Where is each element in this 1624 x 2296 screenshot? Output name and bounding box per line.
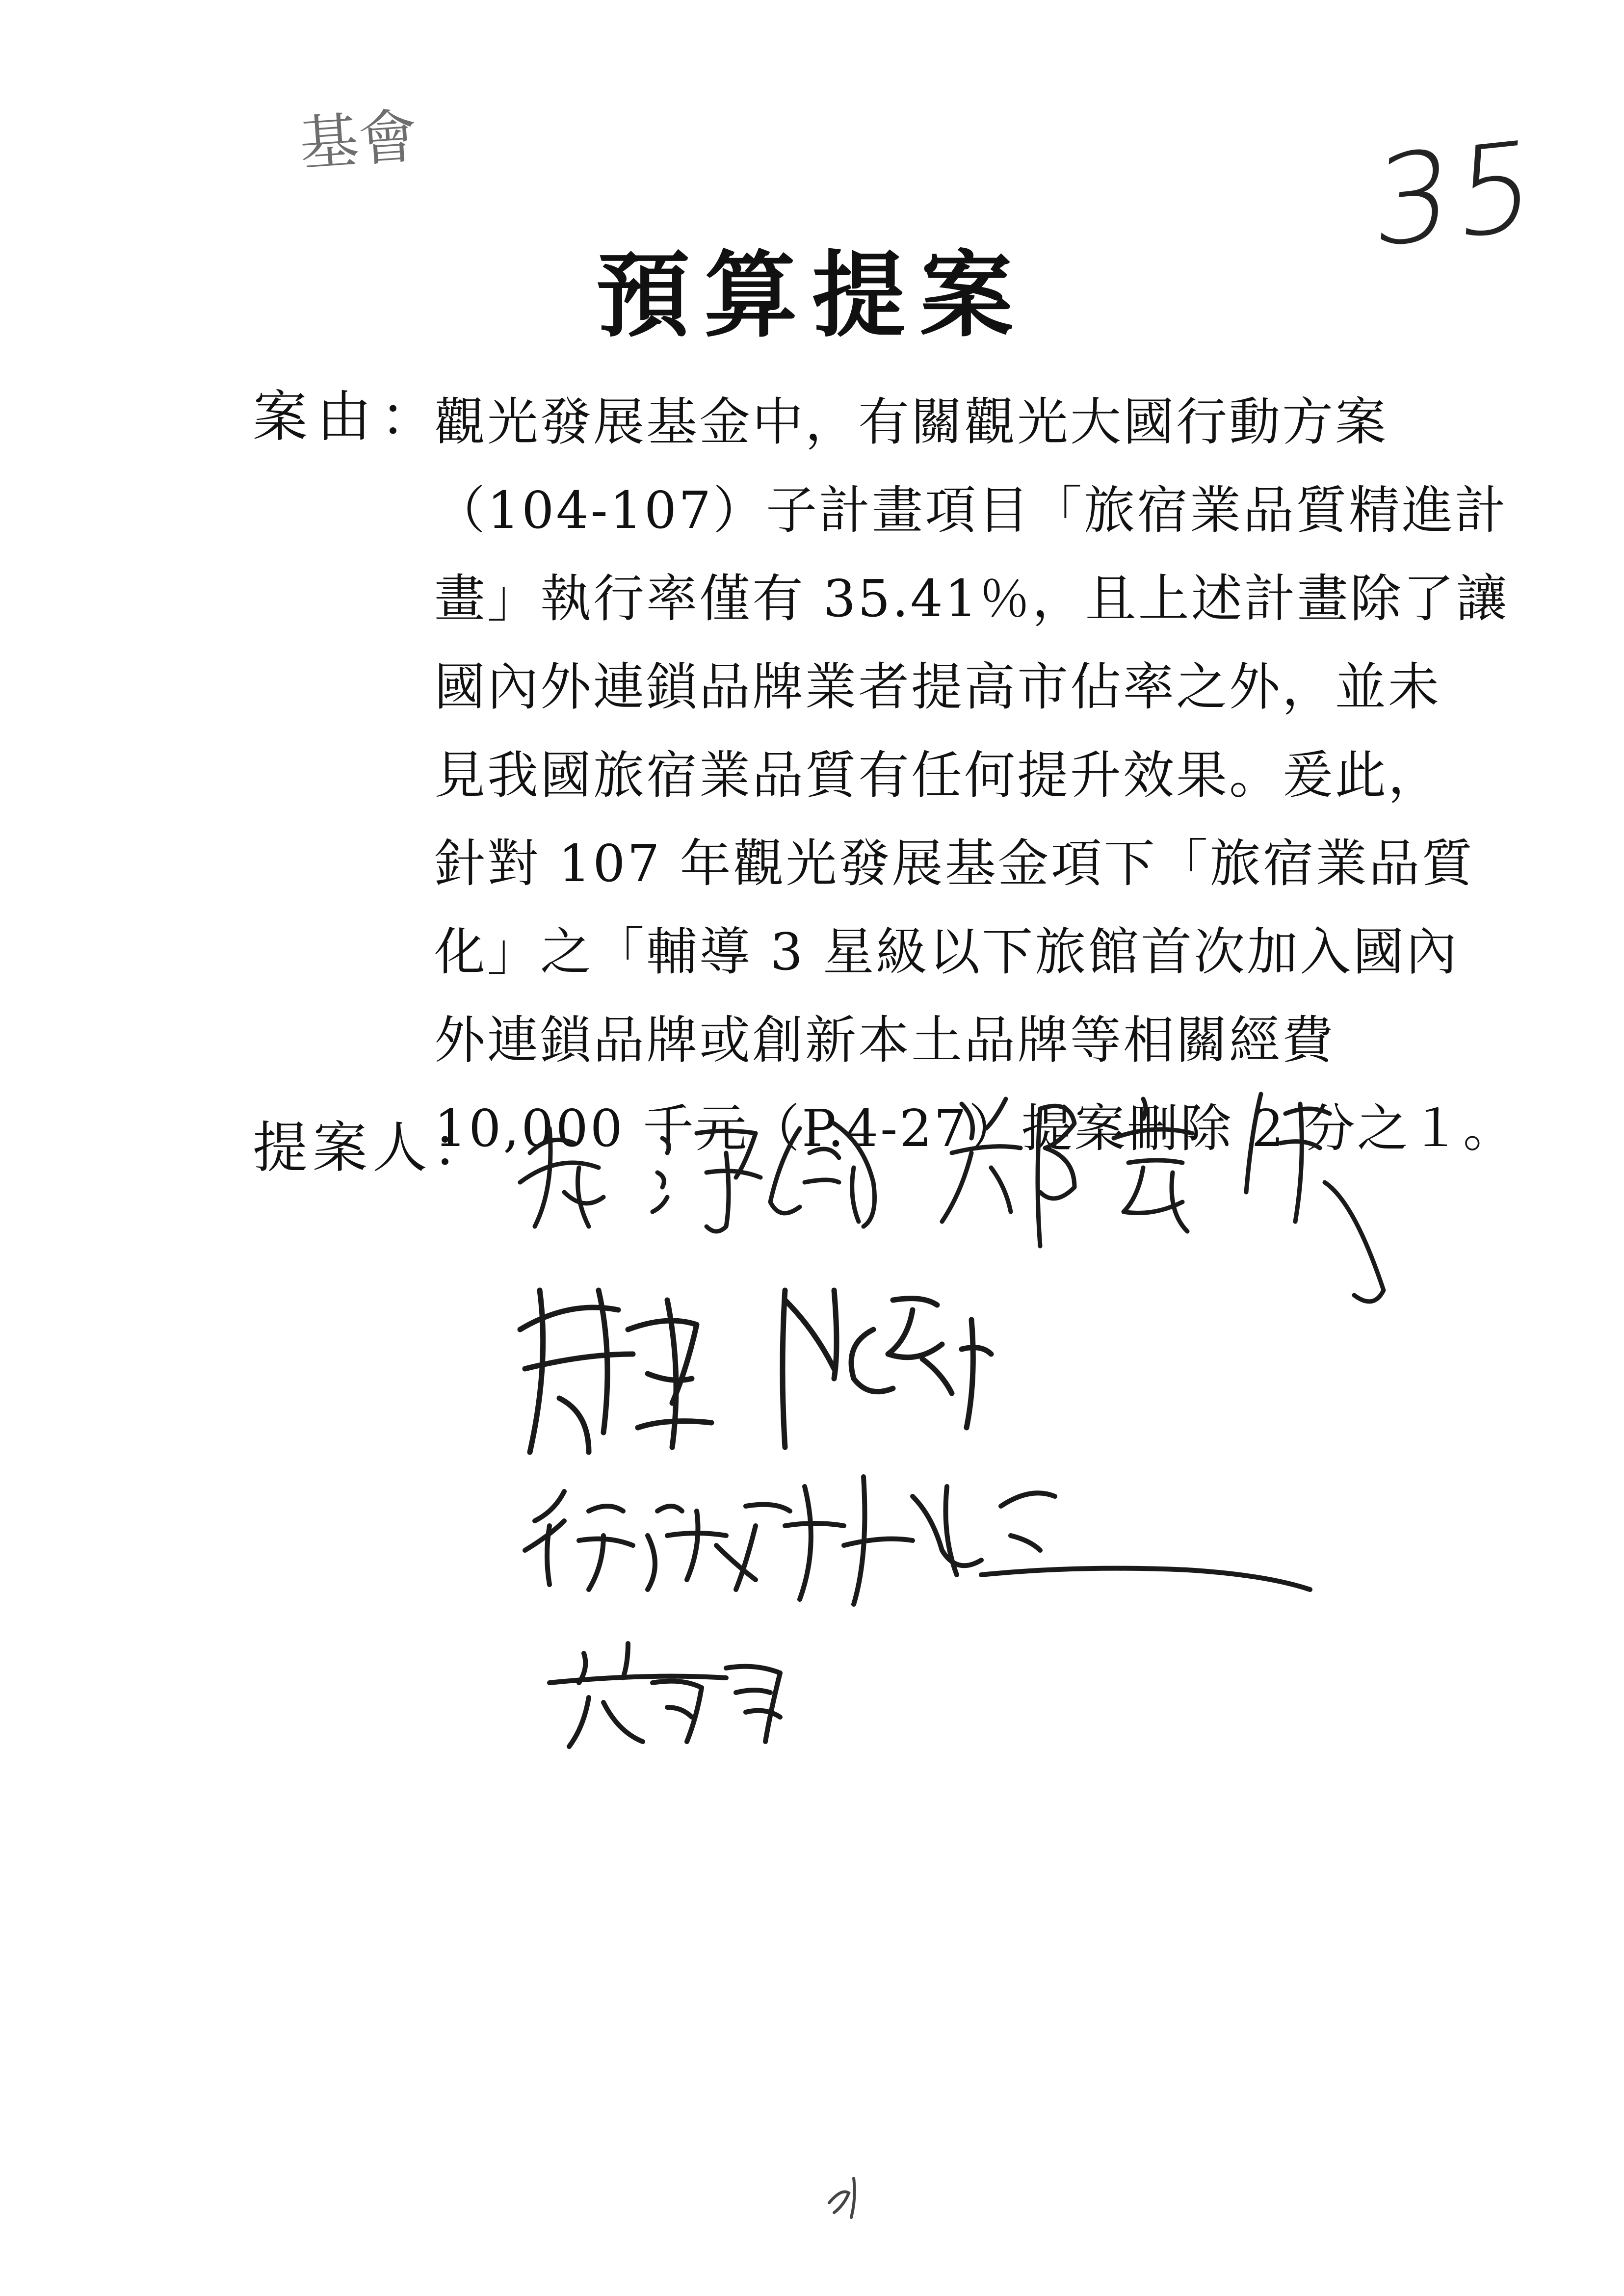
- signature-4: [942, 1099, 1074, 1246]
- reason-line: 化」之「輔導 3 星級以下旅館首次加入國內: [434, 922, 1459, 982]
- signature-9: [525, 1491, 790, 1590]
- reason-label: 案由：: [253, 385, 444, 449]
- reason-line: 外連鎖品牌或創新本土品牌等相關經費: [434, 1010, 1336, 1070]
- signature-11: [550, 1644, 780, 1747]
- signature-8: [783, 1290, 991, 1447]
- reason-line: （104-107）子計畫項目「旅宿業品質精進計: [434, 480, 1508, 540]
- signature-10: [785, 1477, 1310, 1604]
- reason-text: [434, 378, 1516, 1173]
- corner-handwritten-mark: 基會: [297, 102, 420, 179]
- signature-2: [653, 1131, 760, 1231]
- reason-line: 見我國旅宿業品質有任何提升效果。爰此，: [434, 745, 1441, 805]
- reason-line: 10,000 千元（P.4-27）提案刪除 2 分之１。: [434, 1098, 1516, 1158]
- signature-7: [520, 1290, 711, 1452]
- document-title: 預算提案: [596, 240, 1028, 350]
- footer-handwritten-mark: [819, 2168, 878, 2222]
- handwritten-page-number: 35: [1369, 113, 1545, 275]
- reason-line: 國內外連鎖品牌業者提高市佔率之外，並未: [434, 657, 1441, 717]
- signature-5: [1114, 1099, 1192, 1231]
- reason-line: 觀光發展基金中，有關觀光大國行動方案: [434, 392, 1388, 452]
- signature-3: [770, 1123, 875, 1226]
- proposers-label: 提案人：: [253, 1116, 492, 1180]
- signature-6: [1246, 1094, 1384, 1302]
- reason-line: 針對 107 年觀光發展基金項下「旅宿業品質: [434, 834, 1475, 893]
- reason-line: 畫」執行率僅有 35.41％，且上述計畫除了讓: [434, 569, 1509, 628]
- handwritten-signatures: [491, 1055, 1423, 1766]
- signature-1: [520, 1128, 603, 1226]
